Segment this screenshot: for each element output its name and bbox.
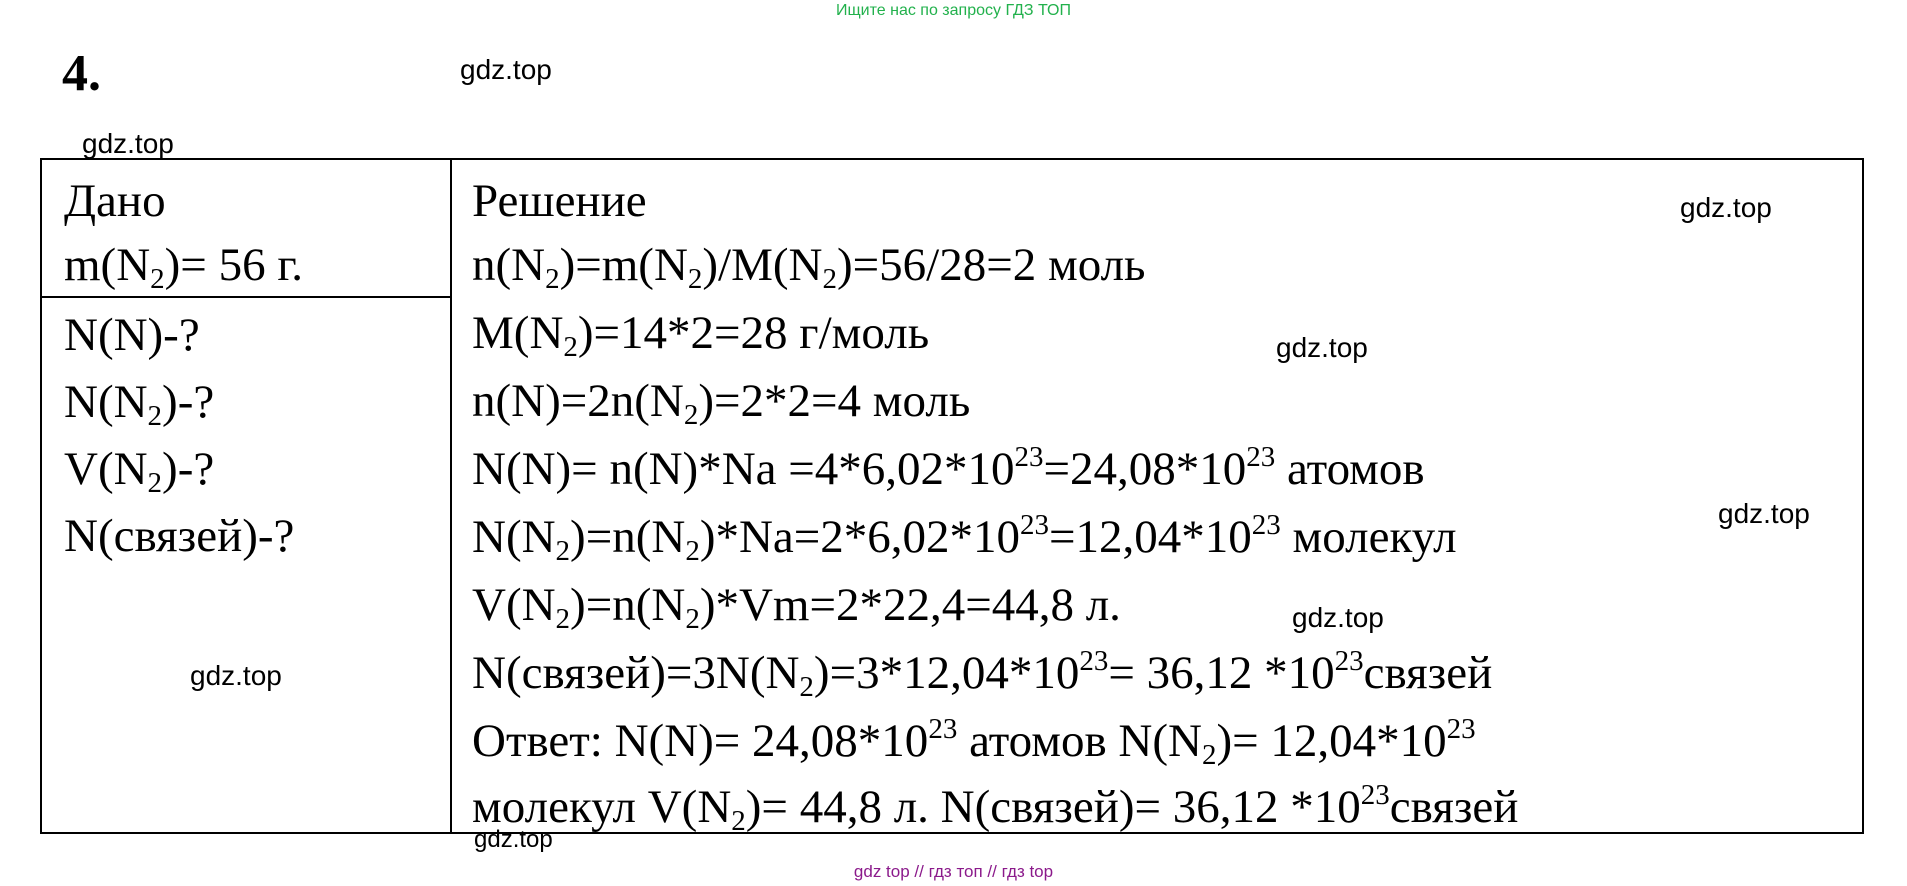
watermark: gdz.top <box>1276 332 1368 363</box>
watermark: gdz.top <box>460 54 552 85</box>
solution-line: $N(N)= n(N)*Na =4*6,02*10^{23}=24,08*10^{23}$ атомов <box>472 441 1425 495</box>
task-number: 4. <box>62 45 101 102</box>
solution-table <box>40 158 1864 837</box>
search-banner: Ищите нас по запросу ГДЗ ТОП <box>836 2 1071 19</box>
solution-heading: Решение <box>472 175 647 227</box>
solution-line: $M(N_2)=14*2=28$ г/моль <box>472 307 930 363</box>
given-divider <box>42 296 452 298</box>
watermark: gdz.top <box>1680 192 1772 223</box>
watermark: gdz.top <box>82 128 174 159</box>
footer-links: gdz top // гдз топ // гдз top <box>853 862 1054 881</box>
find-molecules: $N(N_2)-$? <box>64 376 215 432</box>
answer-line: Ответ: $N(N)= 24,08*10^{23}$ атомов $N(N_2)= 12,04*10^{23}$ <box>472 713 1476 771</box>
watermark: gdz.top <box>190 660 282 691</box>
column-divider <box>450 160 452 832</box>
find-atoms: N(N)-? <box>64 309 200 361</box>
given-heading: Дано <box>64 175 166 227</box>
solution-line: $n(N_2)=m(N_2)/M(N_2)=56/28=2$ моль <box>472 239 1146 295</box>
solution-line: $N(связей)=3N(N_2)=3*12,04*10^{23}= 36,12$ $*10^{23}связей$ <box>472 645 1493 703</box>
solution-line: $n(N)=2n(N_2)=2*2=4$ моль <box>472 375 971 431</box>
watermark: gdz.top <box>1718 498 1810 529</box>
watermark: gdz.top <box>474 826 553 853</box>
solution-line: $V(N_2)=n(N_2)*Vm=2*22,4=44,8$ л. <box>472 579 1121 635</box>
solution-line: $N(N_2)=n(N_2)*Na=2*6,02*10^{23}=12,04*10^{23}$ молекул <box>472 509 1457 567</box>
given-mass: $m(N_2)= 56$ г. <box>64 239 304 295</box>
find-bonds: N(связей)-? <box>64 510 295 562</box>
watermark: gdz.top <box>1292 602 1384 633</box>
find-volume: $V(N_2)-$? <box>64 443 215 499</box>
answer-line: молекул $V(N_2)= 44,8$ л. N(связей)= 36,12 $*10^{23}связей$ <box>472 779 1519 837</box>
